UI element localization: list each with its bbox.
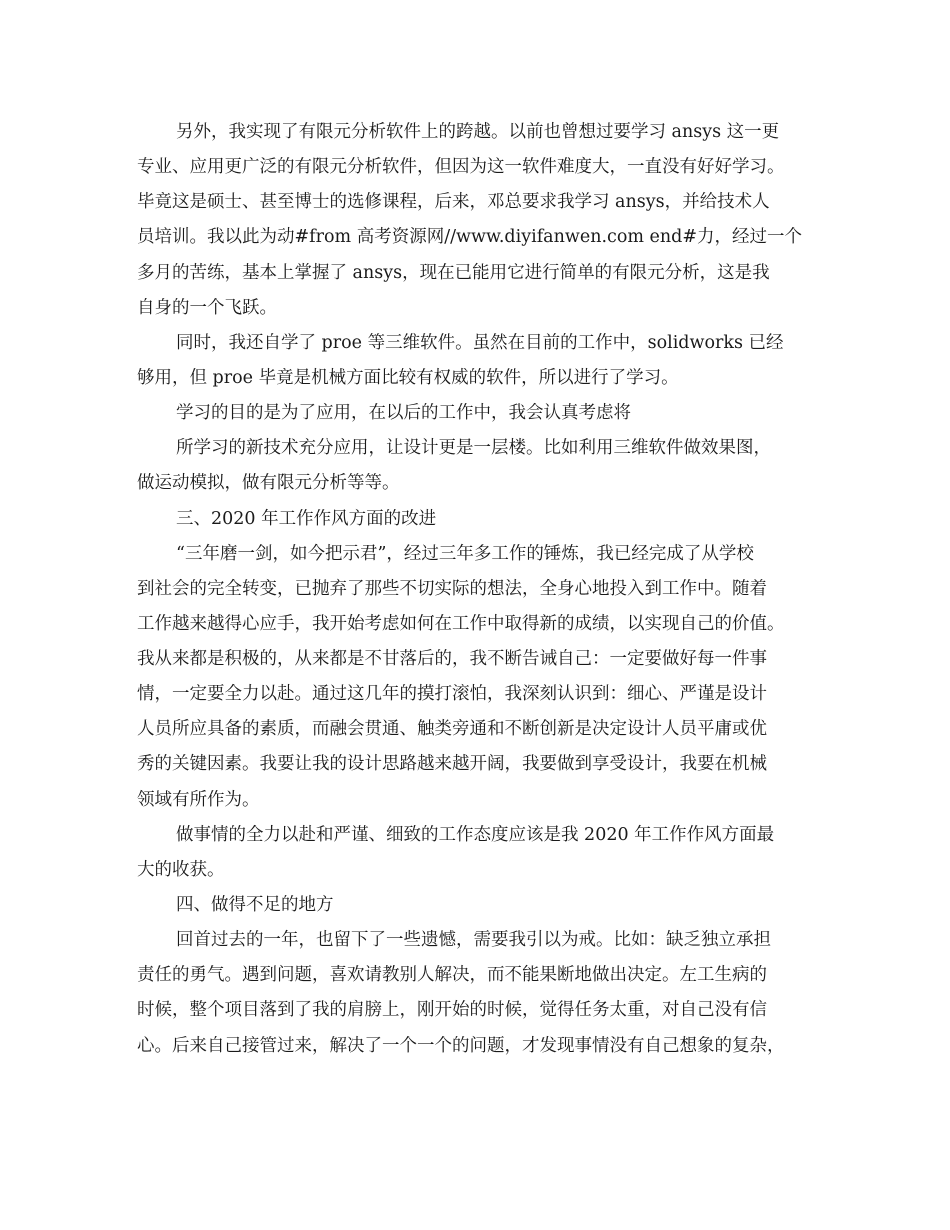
text-line: 到社会的完全转变，已抛弃了那些不切实际的想法，全身心地投入到工作中。随着 — [137, 579, 767, 599]
section-heading: 三、2020 年工作作风方面的改进 — [176, 509, 437, 529]
text-line: 专业、应用更广泛的有限元分析软件，但因为这一软件难度大，一直没有好好学习。 — [137, 157, 785, 177]
text-line: 做事情的全力以赴和严谨、细致的工作态度应该是我 2020 年工作作风方面最 — [176, 825, 775, 845]
text-line: 大的收获。 — [137, 860, 225, 880]
text-line: 责任的勇气。遇到问题，喜欢请教别人解决，而不能果断地做出决定。左工生病的 — [137, 965, 767, 985]
section-heading: 四、做得不足的地方 — [176, 895, 334, 915]
text-line: 工作越来越得心应手，我开始考虑如何在工作中取得新的成绩，以实现自己的价值。 — [137, 614, 785, 634]
text-line: 时候，整个项目落到了我的肩膀上，刚开始的时候，觉得任务太重，对自己没有信 — [137, 1000, 767, 1020]
text-line: 自身的一个飞跃。 — [137, 298, 277, 318]
text-line: “三年磨一剑，如今把示君”，经过三年多工作的锤炼，我已经完成了从学校 — [176, 544, 754, 564]
text-line: 同时，我还自学了 proe 等三维软件。虽然在目前的工作中，solidworks 已经 — [176, 333, 784, 353]
text-line: 人员所应具备的素质，而融会贯通、触类旁通和不断创新是决定设计人员平庸或优 — [137, 719, 767, 739]
text-line: 心。后来自己接管过来，解决了一个一个的问题，才发现事情没有自己想象的复杂， — [137, 1036, 785, 1056]
text-line: 员培训。我以此为动#from 高考资源网//www.diyifanwen.com end#力，经过一个 — [137, 227, 803, 247]
text-line: 情，一定要全力以赴。通过这几年的摸打滚怕，我深刻认识到：细心、严谨是设计 — [137, 684, 767, 704]
text-line: 多月的苦练，基本上掌握了 ansys，现在已能用它进行简单的有限元分析，这是我 — [137, 263, 770, 283]
text-line: 秀的关键因素。我要让我的设计思路越来越开阔，我要做到享受设计，我要在机械 — [137, 754, 767, 774]
text-line: 回首过去的一年，也留下了一些遗憾，需要我引以为戒。比如：缺乏独立承担 — [176, 930, 771, 950]
text-line: 所学习的新技术充分应用，让设计更是一层楼。比如利用三维软件做效果图， — [176, 438, 771, 458]
text-line: 领域有所作为。 — [137, 790, 260, 810]
text-line: 做运动模拟，做有限元分析等等。 — [137, 473, 400, 493]
text-line: 我从来都是积极的，从来都是不甘落后的，我不断告诫自己：一定要做好每一件事 — [137, 649, 767, 669]
text-line: 够用，但 proe 毕竟是机械方面比较有权威的软件，所以进行了学习。 — [137, 368, 679, 388]
text-line: 学习的目的是为了应用，在以后的工作中，我会认真考虑将 — [176, 403, 631, 423]
text-line: 毕竟这是硕士、甚至博士的选修课程，后来，邓总要求我学习 ansys，并给技术人 — [137, 192, 770, 212]
text-line: 另外，我实现了有限元分析软件上的跨越。以前也曾想过要学习 ansys 这一更 — [176, 122, 780, 142]
